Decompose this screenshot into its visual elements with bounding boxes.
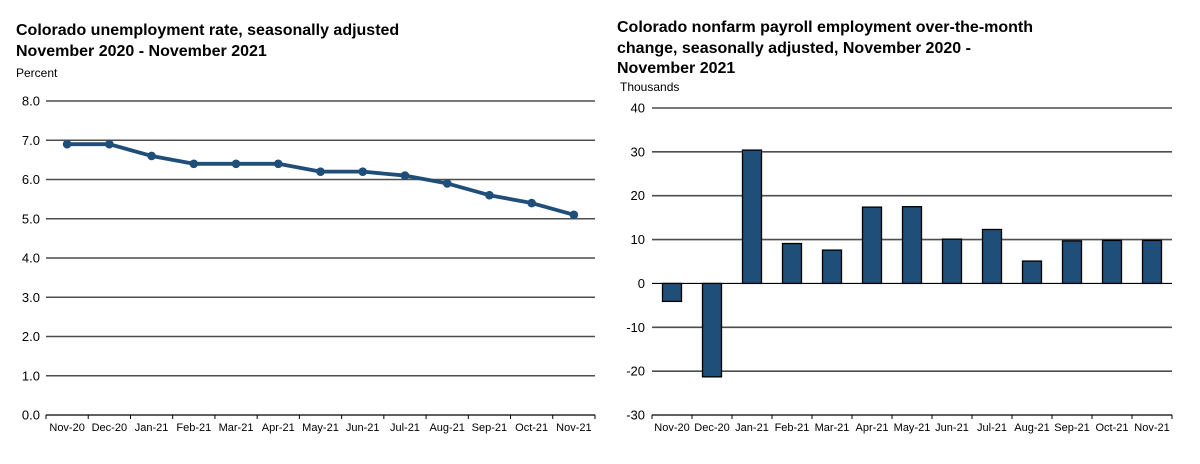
x-axis-tick-label: Jan-21 (735, 422, 769, 434)
y-axis-tick-label: 6.0 (21, 172, 40, 187)
y-axis-tick-label: 10 (630, 232, 645, 248)
y-axis-unit-label: Thousands (620, 80, 680, 94)
data-point-marker-jun-21 (358, 167, 367, 176)
x-axis-tick-label: May-21 (893, 422, 931, 434)
bar-jan-21 (743, 150, 762, 283)
y-axis-tick-label: 7.0 (21, 132, 40, 148)
x-axis-tick-label: Nov-20 (49, 422, 85, 434)
bar-aug-21 (1023, 261, 1042, 283)
x-axis-tick-label: Jun-21 (935, 422, 969, 434)
bar-jun-21 (943, 239, 962, 283)
x-axis-tick-label: Aug-21 (429, 422, 465, 434)
x-axis-tick-label: Jan-21 (134, 422, 169, 434)
y-axis-tick-label: -10 (626, 319, 645, 335)
data-point-marker-nov-20 (63, 140, 72, 149)
title-line: Colorado unemployment rate, seasonally adjusted (16, 22, 400, 39)
x-axis-tick-label: Sep-21 (1054, 422, 1090, 434)
title-line: November 2020 - November 2021 (16, 42, 267, 60)
x-axis-tick-label: Aug-21 (1014, 422, 1050, 434)
bar-jul-21 (983, 229, 1002, 283)
y-axis-tick-label: -20 (626, 363, 645, 379)
x-axis-tick-label: Mar-21 (218, 422, 254, 434)
y-axis-tick-label: 4.0 (21, 250, 40, 266)
y-axis-tick-label: 1.0 (21, 368, 40, 384)
data-point-marker-nov-21 (570, 211, 579, 220)
x-axis-tick-label: Apr-21 (261, 422, 295, 434)
x-axis-tick-label: Jul-21 (977, 422, 1007, 434)
x-axis-tick-label: Feb-21 (176, 422, 212, 434)
y-axis-tick-label: 0.0 (21, 407, 40, 423)
bar-may-21 (903, 207, 922, 284)
y-axis-tick-label: 40 (630, 100, 645, 116)
x-axis-tick-label: Dec-20 (91, 422, 128, 434)
x-axis-tick-label: Nov-21 (1134, 422, 1170, 434)
x-axis-tick-label: Mar-21 (814, 422, 850, 434)
data-point-marker-feb-21 (190, 160, 199, 169)
x-axis-tick-label: Nov-20 (654, 422, 690, 434)
data-point-marker-dec-20 (105, 140, 114, 149)
bar-mar-21 (823, 250, 842, 283)
bar-apr-21 (863, 207, 882, 283)
y-axis-tick-label: 2.0 (21, 329, 40, 344)
y-axis-tick-label: 5.0 (21, 211, 40, 227)
data-point-marker-jan-21 (147, 152, 156, 161)
x-axis-tick-label: Oct-21 (515, 422, 549, 434)
title-line: Colorado nonfarm payroll employment over-the-month (617, 19, 1034, 36)
y-axis-tick-label: 3.0 (21, 289, 40, 305)
y-axis-tick-label: 0 (637, 275, 645, 291)
y-axis-unit-label: Percent (16, 66, 58, 80)
data-point-marker-mar-21 (232, 160, 241, 169)
title-line: November 2021 (617, 60, 736, 77)
data-point-marker-aug-21 (443, 179, 452, 188)
bar-nov-21 (1143, 240, 1162, 283)
x-axis-tick-label: Sep-21 (471, 422, 508, 434)
y-axis-tick-label: 30 (630, 144, 645, 160)
x-axis-tick-label: May-21 (302, 422, 339, 434)
x-axis-tick-label: Dec-20 (694, 422, 730, 434)
bar-sep-21 (1063, 241, 1082, 284)
title-line: change, seasonally adjusted, November 2020 - (617, 39, 971, 57)
x-axis-tick-label: Nov-21 (556, 422, 592, 434)
y-axis-tick-label: -30 (626, 407, 645, 423)
x-axis-tick-label: Feb-21 (774, 422, 810, 434)
bar-dec-20 (703, 283, 722, 376)
data-point-marker-jul-21 (401, 171, 410, 180)
x-axis-tick-label: Oct-21 (1095, 422, 1129, 434)
data-point-marker-may-21 (316, 167, 325, 176)
bar-nov-20 (663, 283, 682, 301)
x-axis-tick-label: Jul-21 (389, 422, 420, 434)
x-axis-tick-label: Apr-21 (855, 422, 889, 434)
bar-feb-21 (783, 244, 802, 284)
data-point-marker-oct-21 (527, 199, 536, 208)
y-axis-tick-label: 20 (630, 188, 645, 204)
y-axis-tick-label: 8.0 (21, 93, 40, 109)
data-point-marker-apr-21 (274, 160, 283, 169)
data-point-marker-sep-21 (485, 191, 494, 200)
x-axis-tick-label: Jun-21 (345, 422, 380, 434)
bar-oct-21 (1103, 240, 1122, 283)
